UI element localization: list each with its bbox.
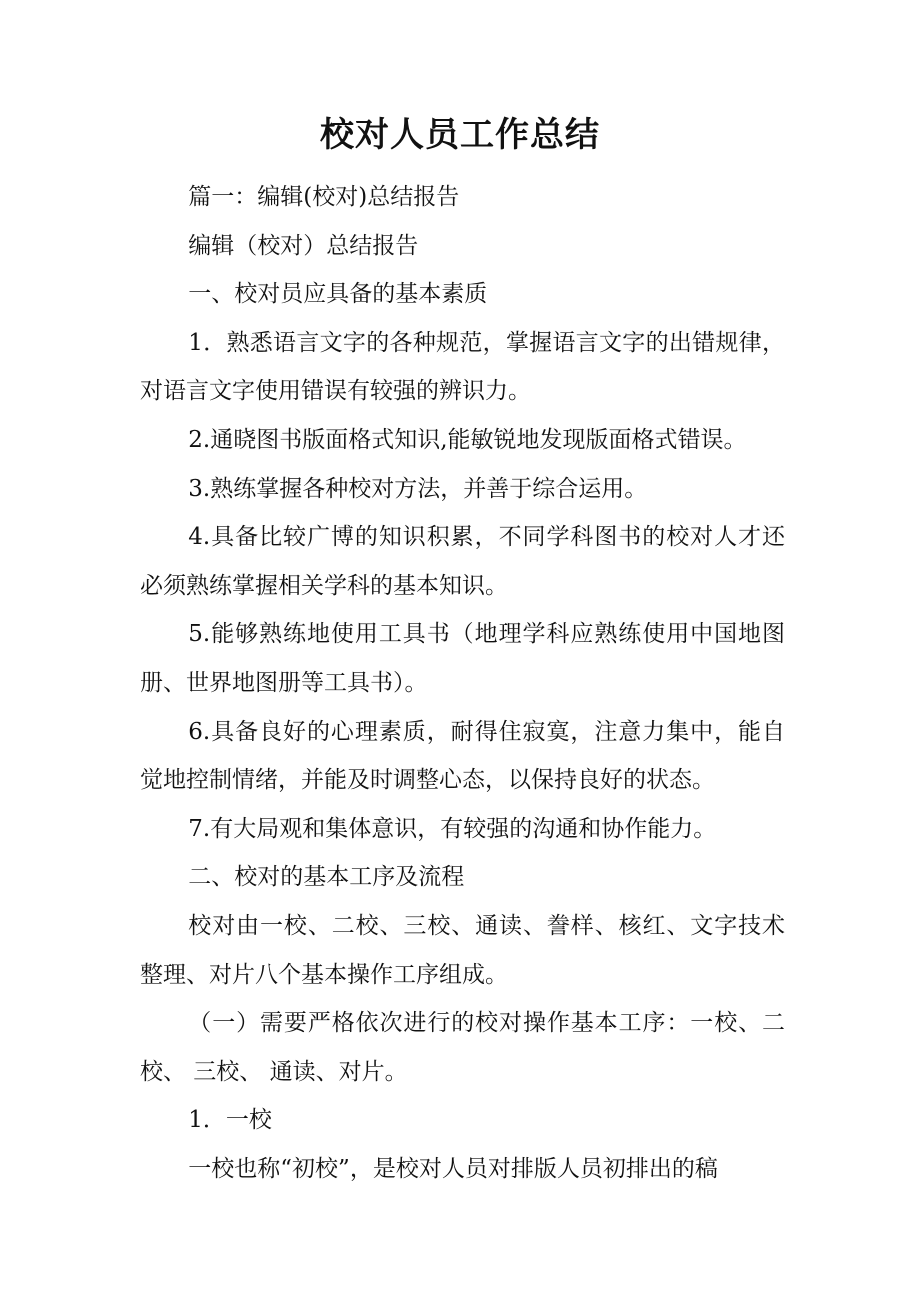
section-heading: 二、校对的基本工序及流程 [188, 864, 465, 891]
paragraph: 编辑（校对）总结报告 [188, 232, 419, 259]
document-title: 校对人员工作总结 [320, 115, 600, 155]
paragraph: 3.熟练掌握各种校对方法，并善于综合运用。 [188, 475, 648, 502]
document-body [140, 173, 785, 1193]
paragraph: 2.通晓图书版面格式知识,能敏锐地发现版面格式错误。 [188, 426, 747, 453]
paragraph: 1．熟悉语言文字的各种规范，掌握语言文字的出错规律，对语言文字使用错误有较强的辨识力。 [140, 329, 785, 405]
paragraph: 7.有大局观和集体意识，有较强的沟通和协作能力。 [188, 815, 717, 842]
section-heading: 一、校对员应具备的基本素质 [188, 281, 488, 308]
paragraph: 一校也称“初校”，是校对人员对排版人员初排出的稿 [188, 1155, 718, 1182]
paragraph: 6.具备良好的心理素质，耐得住寂寞，注意力集中，能自觉地控制情绪，并能及时调整心态，以保持良好的状态。 [140, 718, 785, 794]
paragraph: 篇一：编辑(校对)总结报告 [188, 184, 460, 210]
paragraph: 校对由一校、二校、三校、通读、誊样、核红、文字技术整理、对片八个基本操作工序组成。 [140, 912, 785, 988]
paragraph: （一）需要严格依次进行的校对操作基本工序：一校、二校、 三校、 通读、对片。 [140, 1010, 785, 1085]
subsection-heading: 1．一校 [188, 1107, 272, 1134]
paragraph: 4.具备比较广博的知识积累，不同学科图书的校对人才还必须熟练掌握相关学科的基本知识。 [140, 524, 785, 599]
paragraph: 5.能够熟练地使用工具书（地理学科应熟练使用中国地图册、世界地图册等工具书）。 [140, 621, 785, 696]
